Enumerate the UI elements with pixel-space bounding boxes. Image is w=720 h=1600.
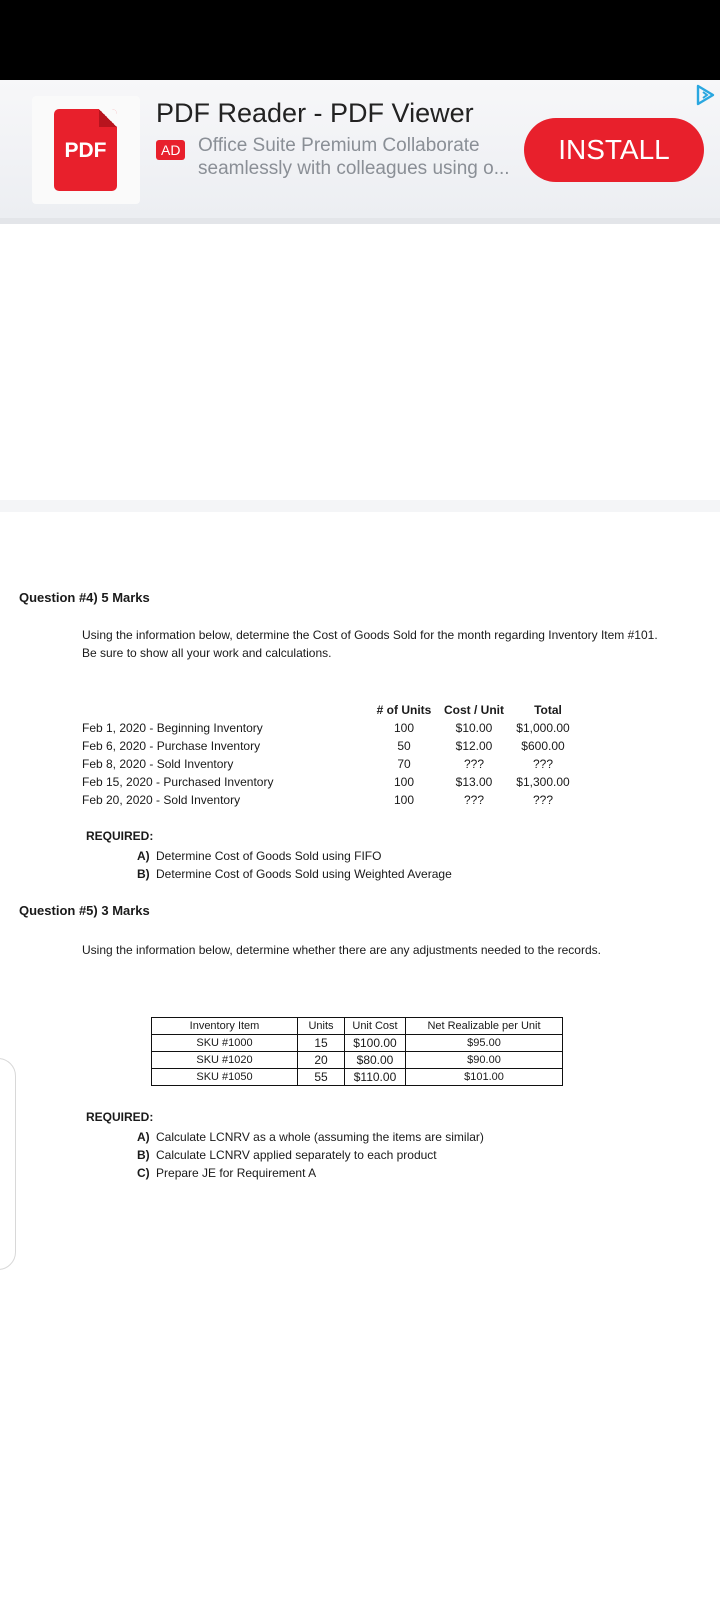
ad-description[interactable]: Office Suite Premium Collaborate seamlessly with colleagues using o... — [198, 135, 510, 179]
item-text: Determine Cost of Goods Sold using FIFO — [156, 849, 382, 863]
q5-nrv-table — [151, 1017, 563, 1086]
item-text: Prepare JE for Requirement A — [156, 1166, 317, 1180]
q4-col-total: Total — [534, 703, 562, 717]
q5-intro: Using the information below, determine whether there are any adjustments needed to the records. — [82, 943, 601, 957]
status-bar — [0, 0, 720, 80]
row-units: 100 — [393, 793, 415, 807]
cell-nrv: $90.00 — [406, 1052, 563, 1069]
list-item — [137, 1164, 484, 1182]
col-nrv: Net Realizable per Unit — [406, 1018, 563, 1035]
ad-logo-text: PDF — [64, 139, 107, 162]
cell-item: SKU #1050 — [152, 1069, 298, 1086]
ad-badge: AD — [156, 140, 185, 160]
ad-choices-icon[interactable] — [694, 84, 716, 106]
cell-item: SKU #1000 — [152, 1035, 298, 1052]
row-cost: $13.00 — [455, 775, 493, 789]
table-header-row — [152, 1018, 563, 1035]
row-total: ??? — [532, 757, 554, 771]
row-label: Feb 15, 2020 - Purchased Inventory — [82, 775, 274, 789]
col-inventory-item: Inventory Item — [152, 1018, 298, 1035]
row-total: ??? — [532, 793, 554, 807]
item-text: Determine Cost of Goods Sold using Weighted Average — [156, 867, 452, 881]
cell-cost: $110.00 — [345, 1069, 406, 1086]
row-total: $1,300.00 — [516, 775, 570, 789]
ad-app-logo[interactable] — [32, 96, 140, 204]
row-cost: $12.00 — [455, 739, 493, 753]
q4-intro-line1: Using the information below, determine the Cost of Goods Sold for the month regarding Inventory Item #101. — [82, 628, 658, 642]
row-cost: $10.00 — [455, 721, 493, 735]
side-edge-handle[interactable] — [0, 1058, 16, 1270]
row-total: $600.00 — [521, 739, 565, 753]
item-text: Calculate LCNRV applied separately to each product — [156, 1148, 437, 1162]
row-units: 70 — [397, 757, 411, 771]
row-units: 100 — [393, 721, 415, 735]
cell-units: 15 — [298, 1035, 345, 1052]
q5-required-list — [137, 1128, 484, 1182]
list-item — [137, 1128, 484, 1146]
list-item — [137, 847, 452, 865]
row-label: Feb 20, 2020 - Sold Inventory — [82, 793, 241, 807]
q4-heading: Question #4) 5 Marks — [19, 590, 150, 605]
cell-nrv: $101.00 — [406, 1069, 563, 1086]
table-row — [152, 1052, 563, 1069]
q4-intro — [82, 626, 702, 662]
cell-units: 55 — [298, 1069, 345, 1086]
ad-banner[interactable] — [0, 80, 720, 224]
q4-col-units: # of Units — [376, 703, 432, 717]
item-letter: A) — [137, 849, 150, 863]
ad-title[interactable]: PDF Reader - PDF Viewer — [156, 98, 474, 128]
q4-col-cost: Cost / Unit — [444, 703, 504, 717]
row-label: Feb 8, 2020 - Sold Inventory — [82, 757, 234, 771]
cell-units: 20 — [298, 1052, 345, 1069]
row-label: Feb 1, 2020 - Beginning Inventory — [82, 721, 263, 735]
row-label: Feb 6, 2020 - Purchase Inventory — [82, 739, 261, 753]
row-units: 100 — [393, 775, 415, 789]
cell-item: SKU #1020 — [152, 1052, 298, 1069]
list-item — [137, 865, 452, 883]
cell-nrv: $95.00 — [406, 1035, 563, 1052]
row-total: $1,000.00 — [516, 721, 570, 735]
item-letter: B) — [137, 867, 150, 881]
item-letter: A) — [137, 1130, 150, 1144]
q5-heading: Question #5) 3 Marks — [19, 903, 150, 918]
section-divider — [0, 500, 720, 512]
item-text: Calculate LCNRV as a whole (assuming the items are similar) — [156, 1130, 484, 1144]
q4-required-label: REQUIRED: — [86, 829, 154, 843]
cell-cost: $80.00 — [345, 1052, 406, 1069]
list-item — [137, 1146, 484, 1164]
row-units: 50 — [397, 739, 411, 753]
cell-cost: $100.00 — [345, 1035, 406, 1052]
item-letter: B) — [137, 1148, 150, 1162]
q5-required-label: REQUIRED: — [86, 1110, 154, 1124]
table-row — [152, 1069, 563, 1086]
table-row — [152, 1035, 563, 1052]
col-units: Units — [298, 1018, 345, 1035]
item-letter: C) — [137, 1166, 150, 1180]
q4-required-list — [137, 847, 452, 883]
col-unit-cost: Unit Cost — [345, 1018, 406, 1035]
pdf-app-icon — [54, 109, 117, 191]
q4-intro-line2: Be sure to show all your work and calculations. — [82, 646, 332, 660]
row-cost: ??? — [463, 757, 485, 771]
row-cost: ??? — [463, 793, 485, 807]
install-button[interactable]: INSTALL — [524, 118, 704, 182]
